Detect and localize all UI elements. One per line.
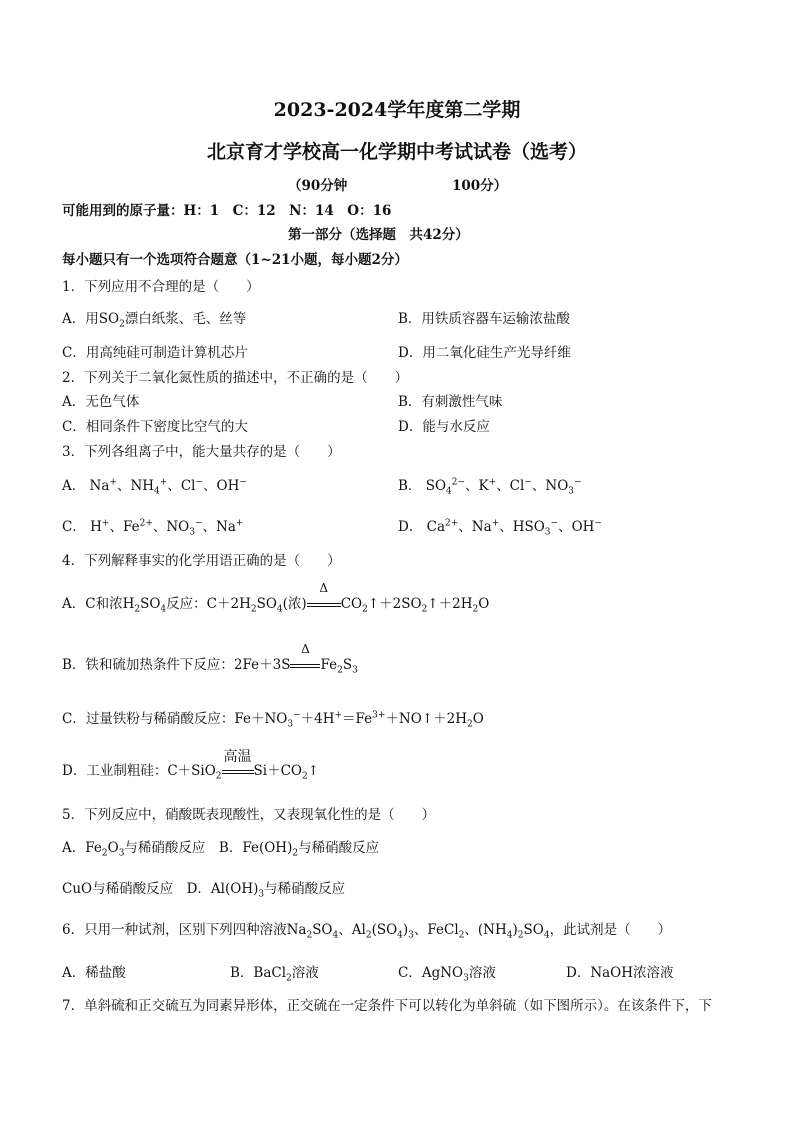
q2-option-c: C．相同条件下密度比空气的大 [62, 419, 248, 435]
exam-year: 2023-2024学年度第二学期 [273, 99, 521, 121]
q1-option-c: C．用高纯硅可制造计算机芯片 [62, 345, 248, 361]
exam-title: 北京育才学校高一化学期中考试试卷（选考） [206, 141, 587, 163]
q5-option-a-b: A．$Fe_2O_3$与稀硝酸反应 B．$Fe(OH)_2$与稀硝酸反应 [62, 840, 380, 859]
high-temp-condition: 高温 [223, 749, 252, 765]
q2-stem: 2．下列关于二氧化氮性质的描述中，不正确的是（ ） [62, 370, 409, 386]
exam-score: 100分） [452, 178, 508, 194]
q4-option-c: C．过量铁粉与稀硝酸反应：$Fe+NO_3^-+4H^+=Fe^{3+}+NO↑+2H_2O$ [62, 710, 484, 730]
q4-option-a: A．C和浓$H_2SO_4$反应：$C+2H_2SO_4$(浓) Δ $CO_2↑+2SO_2↑+2H_2O$ [62, 581, 490, 615]
q6-option-a: A．稀盐酸 [62, 965, 126, 981]
q6-stem: 6．只用一种试剂，区别下列四种溶液$Na_2SO_4$、$Al_2(SO_4)_3$、FeCl$_2$、$(NH_4)_2SO_4$，此试剂是（ ） [62, 922, 672, 941]
q4-option-d: D．工业制粗硅：C＋SiO$_2$ 高温 $Si+CO_2↑$ [62, 759, 319, 779]
q1-option-d: D．用二氧化硅生产光导纤维 [398, 345, 571, 361]
q6-option-c: C．AgNO$_3$溶液 [398, 965, 496, 984]
exam-duration: （90分钟 [288, 178, 348, 194]
instruction: 每小题只有一个选项符合题意（1~21小题，每小题2分） [62, 252, 408, 268]
q3-option-d: D． $Ca^{2+}$、Na+、$HSO_3^-$、OH− [398, 518, 602, 538]
q1-stem: 1．下列应用不合理的是（ ） [62, 279, 260, 295]
q6-option-d: D．NaOH浓溶液 [566, 965, 674, 981]
q3-stem: 3．下列各组离子中，能大量共存的是（ ） [62, 444, 341, 460]
q5-stem: 5．下列反应中，硝酸既表现酸性，又表现氧化性的是（ ） [62, 807, 436, 823]
q1-option-b: B．用铁质容器车运输浓盐酸 [398, 311, 570, 327]
q3-option-c: C． H+、$Fe^{2+}$、$NO_3^-$、Na+ [62, 518, 244, 538]
atomic-masses: 可能用到的原子量：H：1 C：12 N：14 O：16 [62, 203, 392, 219]
q2-option-b: B．有刺激性气味 [398, 394, 503, 410]
q3-option-b: B． $SO_4^{2-}$、K+、Cl−、$NO_3^-$ [398, 477, 582, 497]
q2-option-a: A．无色气体 [62, 394, 140, 410]
section-heading: 第一部分（选择题 共42分） [288, 227, 469, 243]
q6-option-b: B．BaCl$_2$溶液 [230, 965, 319, 984]
q4-option-b: B．铁和硫加热条件下反应：2Fe＋3S Δ $Fe_2S_3$ [62, 642, 358, 676]
q3-option-a: A． Na+、$NH_4^+$、Cl−、OH− [62, 477, 247, 497]
q5-option-c-d: CuO与稀硝酸反应 D．$Al(OH)_3$与稀硝酸反应 [62, 881, 346, 900]
q7-stem: 7．单斜硫和正交硫互为同素异形体，正交硫在一定条件下可以转化为单斜硫（如下图所示）。在该条件下，下 [62, 998, 712, 1014]
q2-option-d: D．能与水反应 [398, 419, 490, 435]
q1-option-a: A．用$SO_2$漂白纸浆、毛、丝等 [62, 311, 247, 330]
q4-stem: 4．下列解释事实的化学用语正确的是（ ） [62, 553, 341, 569]
heat-symbol: Δ [301, 642, 310, 656]
heat-symbol: Δ [319, 581, 329, 595]
